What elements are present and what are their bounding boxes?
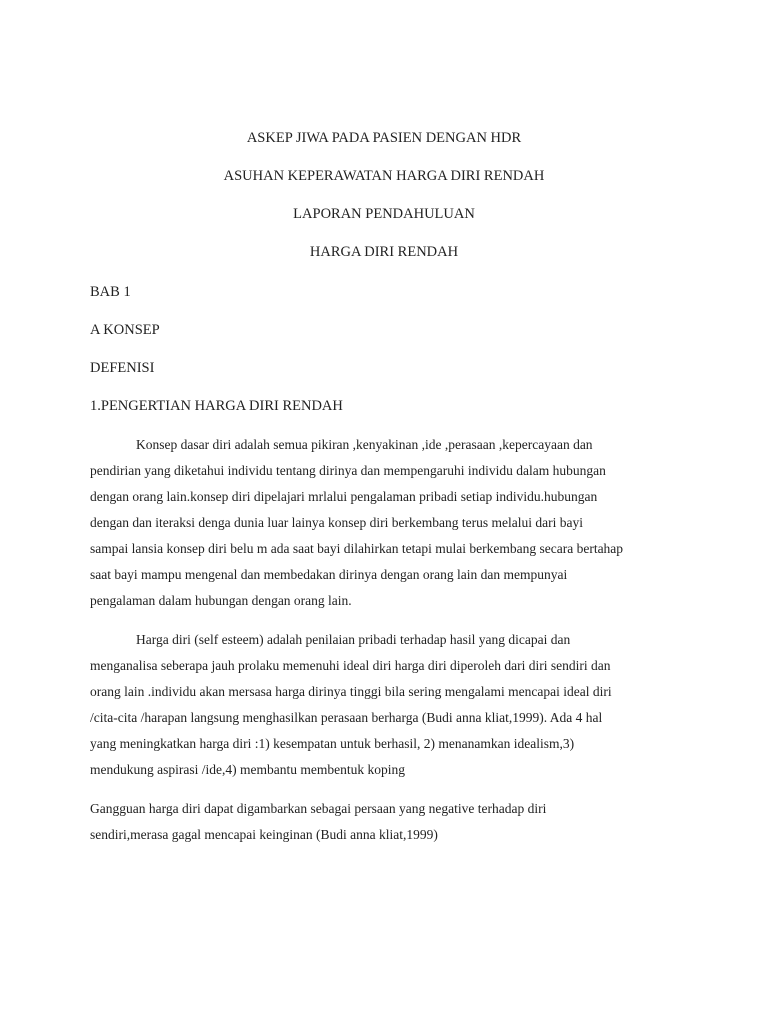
title-laporan: LAPORAN PENDAHULUAN: [293, 206, 475, 222]
paragraph-line: mendukung aspirasi /ide,4) membantu membentuk koping: [90, 762, 405, 777]
heading-pengertian: 1.PENGERTIAN HARGA DIRI RENDAH: [90, 398, 343, 414]
heading-konsep: A KONSEP: [90, 322, 160, 338]
paragraph-line: menganalisa seberapa jauh prolaku memenuhi ideal diri harga diri diperoleh dari diri sendiri dan: [90, 658, 611, 673]
title-harga-diri: HARGA DIRI RENDAH: [309, 244, 459, 260]
heading-defenisi: DEFENISI: [90, 360, 155, 376]
paragraph-line: sendiri,merasa gagal mencapai keinginan (Budi anna kliat,1999): [90, 827, 438, 842]
paragraph-line: Konsep dasar diri adalah semua pikiran ,kenyakinan ,ide ,perasaan ,kepercayaan dan: [136, 437, 593, 452]
paragraph-line: yang meningkatkan harga diri :1) kesempatan untuk berhasil, 2) menanamkan idealism,3): [90, 736, 575, 751]
paragraph-line: orang lain .individu akan mersasa harga dirinya tinggi bila sering mengalami mencapai ideal diri: [90, 684, 612, 699]
paragraph-line: dengan orang lain.konsep diri dipelajari mrlalui pengalaman pribadi setiap individu.hubungan: [90, 489, 598, 504]
title-askep: ASKEP JIWA PADA PASIEN DENGAN HDR: [246, 130, 522, 146]
paragraph-line: pengalaman dalam hubungan dengan orang lain.: [90, 593, 352, 608]
paragraph-line: saat bayi mampu mengenal dan membedakan dirinya dengan orang lain dan mempunyai: [90, 567, 568, 582]
title-asuhan: ASUHAN KEPERAWATAN HARGA DIRI RENDAH: [223, 168, 545, 184]
paragraph-line: pendirian yang diketahui individu tentang dirinya dan mempengaruhi individu dalam hubungan: [90, 463, 606, 478]
paragraph-line: dengan dan iteraksi denga dunia luar lainya konsep diri berkembang terus melalui dari bayi: [90, 515, 583, 530]
paragraph-line: /cita-cita /harapan langsung menghasilkan perasaan berharga (Budi anna kliat,1999). Ada 4 hal: [90, 710, 603, 725]
paragraph-line: Harga diri (self esteem) adalah penilaian pribadi terhadap hasil yang dicapai dan: [136, 632, 571, 647]
paragraph-line: Gangguan harga diri dapat digambarkan sebagai persaan yang negative terhadap diri: [90, 801, 547, 816]
paragraph-line: sampai lansia konsep diri belu m ada saat bayi dilahirkan tetapi mulai berkembang secara bertahap: [90, 541, 624, 556]
heading-bab: BAB 1: [90, 284, 131, 300]
